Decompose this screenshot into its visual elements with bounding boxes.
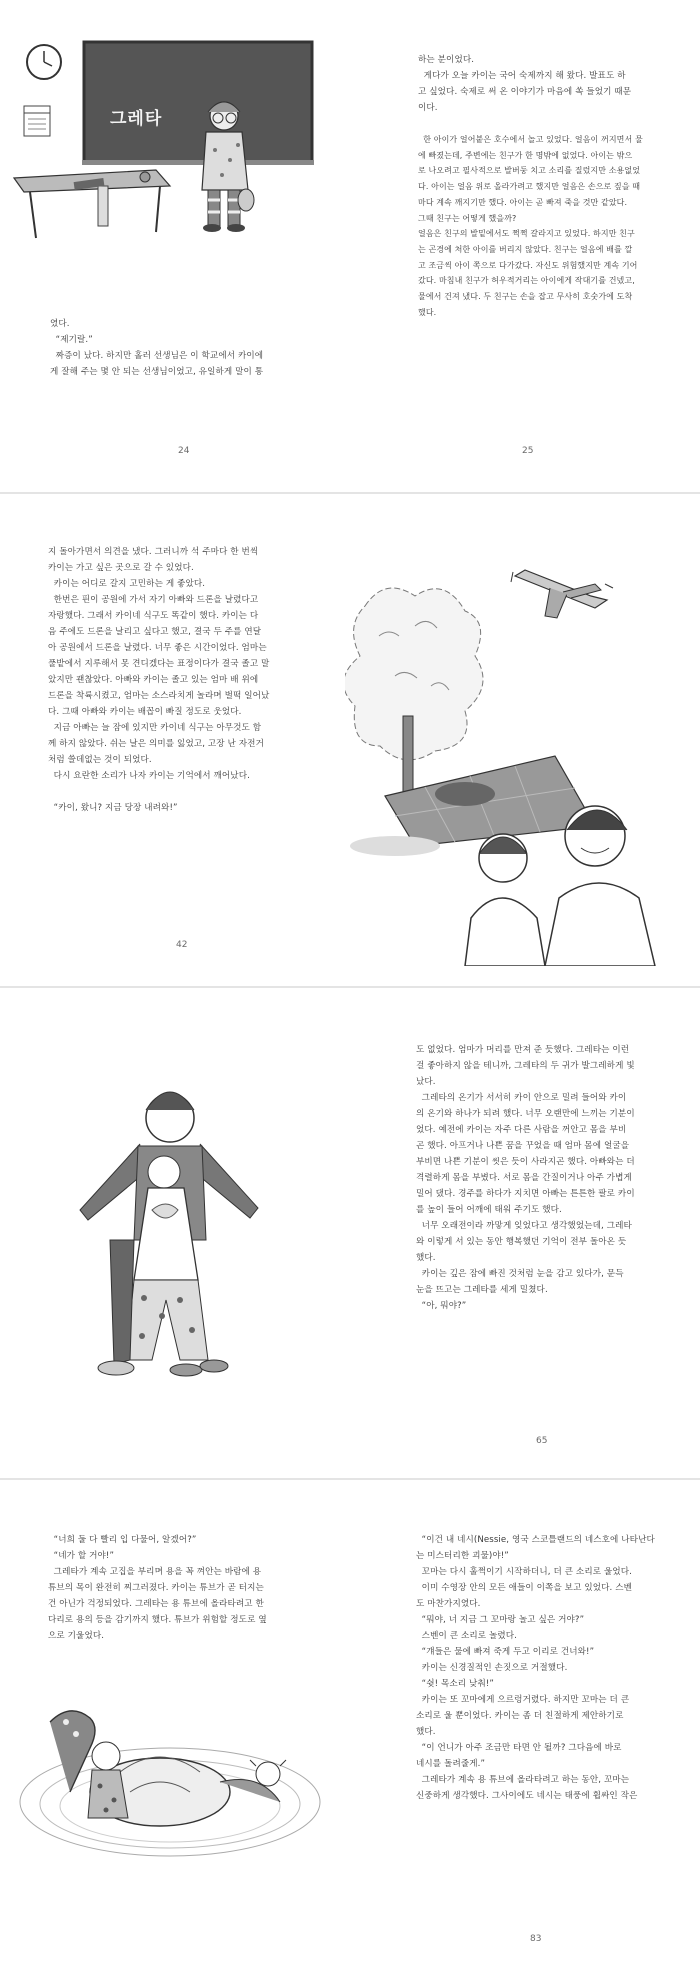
paragraph: “이건 내 네시(Nessie, 영국 스코틀랜드의 네스호에 나타난다 — [416, 1535, 655, 1545]
paragraph: 으로 기울었다. — [48, 1631, 105, 1641]
paragraph — [418, 116, 690, 132]
picnic-blanket — [350, 756, 595, 856]
kai-and-greta-hugging — [80, 1092, 258, 1376]
paragraph: 와 이렇게 서 있는 동안 행복했던 기억이 전부 돌아온 듯 — [416, 1237, 627, 1247]
park-drone-illustration — [345, 526, 700, 966]
paragraph: “너희 둘 다 빨리 입 다물어, 알겠어?” — [48, 1535, 197, 1545]
paragraph: 지 돌아가면서 의견을 냈다. 그러니까 석 주마다 한 번씩 — [48, 547, 259, 557]
paragraph: 눈을 뜨고는 그레타를 세게 밀쳤다. — [416, 1285, 548, 1295]
paragraph: 너무 오래전이라 까맣게 잊었다고 생각했었는데, 그레타 — [416, 1221, 632, 1231]
paragraph: 풀밭에서 지루해서 못 견디겠다는 표정이다가 결국 졸고 말 — [48, 659, 270, 669]
paragraph: 고 싶었다. 숙제로 써 온 이야기가 마음에 쏙 들었기 때문 — [418, 87, 632, 97]
classroom-illustration — [0, 0, 340, 240]
greta-on-float — [88, 1742, 128, 1818]
pool-float-illustration — [10, 1682, 330, 1882]
paragraph: 걸 좋아하지 않을 테니까, 그레타의 두 귀가 발그레하게 빛 — [416, 1061, 635, 1071]
page-25-text — [418, 52, 690, 320]
page-83-text — [416, 1532, 696, 1804]
story-excerpt — [418, 132, 690, 320]
spread-divider — [0, 1478, 700, 1480]
paragraph: 곤 했다. 아프거나 나쁜 꿈을 꾸었을 때 엄마 몸에 얼굴을 — [416, 1141, 630, 1151]
excerpt-line: 고 조금씩 아이 쪽으로 다가갔다. 자신도 위험했지만 계속 기어 — [418, 260, 638, 270]
paragraph: 의 온기와 하나가 되려 했다. 너무 오랜만에 느끼는 기분이 — [416, 1109, 635, 1119]
paragraph: 카이는 또 꼬마에게 으르렁거렸다. 하지만 꼬마는 더 큰 — [416, 1695, 630, 1705]
paragraph — [48, 784, 333, 800]
paragraph: 한번은 핀이 공원에 가서 자기 아빠와 드론을 날렸다고 — [48, 595, 259, 605]
paragraph: 그레타가 계속 고집을 부리며 용을 꼭 껴안는 바람에 용 — [48, 1567, 262, 1577]
spread-page-83 — [0, 1482, 700, 1979]
excerpt-line: 로 나오려고 필사적으로 발버둥 치고 소리를 질렀지만 소용없었 — [418, 166, 641, 176]
paragraph: 그레타의 온기가 서서히 카이 안으로 밀려 들어와 카이 — [416, 1093, 627, 1103]
page-42-text — [48, 544, 333, 816]
paragraph: 밀어 댔다. 경주를 하다가 지치면 아빠는 튼튼한 팔로 카이 — [416, 1189, 635, 1199]
spread-pages-24-25 — [0, 0, 700, 490]
dragon-float — [50, 1711, 286, 1826]
paragraph: “제기랄.” — [50, 335, 93, 345]
teacher-desk — [14, 170, 170, 238]
excerpt-line: 마다 계속 깨지기만 했다. 아이는 곧 빠져 죽을 것만 같았다. — [418, 197, 628, 207]
paragraph: 건 아닌가 걱정되었다. 그레타는 용 튜브에 올라타려고 한 — [48, 1599, 264, 1609]
paragraph: “카이, 왔니? 지금 당장 내려와!” — [48, 803, 178, 813]
paragraph: 카이는 신경질적인 손짓으로 거절했다. — [416, 1663, 568, 1673]
excerpt-line: 갔다. 마침내 친구가 허우적거리는 아이에게 작대기를 건넸고, — [418, 276, 635, 286]
spread-page-42 — [0, 496, 700, 984]
calendar-icon — [24, 106, 50, 136]
spread-divider — [0, 986, 700, 988]
paragraph: 카이는 어디로 갈지 고민하는 게 좋았다. — [48, 579, 206, 589]
paragraph: 다리로 용의 등을 감기까지 했다. 튜브가 위험할 정도로 옆 — [48, 1615, 267, 1625]
paragraph: 았지만 괜찮았다. 아빠와 카이는 졸고 있는 엄마 배 위에 — [48, 675, 259, 685]
paragraph: 했다. — [416, 1727, 436, 1737]
excerpt-line: 는 곤경에 처한 아이를 버리지 않았다. 친구는 얼음에 배를 깔 — [418, 244, 633, 254]
paragraph: “이 언니가 아주 조금만 타면 안 될까? 그다음에 바로 — [416, 1743, 622, 1753]
page-65-text — [416, 1042, 692, 1314]
page-number: 24 — [178, 446, 190, 456]
chalkboard — [84, 42, 312, 162]
paragraph: 다. 그때 아빠와 카이는 배꼽이 빠질 정도로 웃었다. — [48, 707, 242, 717]
paragraph: 네시를 돌려줄게.” — [416, 1759, 486, 1769]
paragraph: 는 미스터리한 괴물)야!” — [416, 1551, 509, 1561]
paragraph: 신중하게 생각했다. 그사이에도 네시는 태풍에 휩싸인 작은 — [416, 1791, 638, 1801]
paragraph: 지금 아빠는 늘 잠에 있지만 카이네 식구는 아무것도 함 — [48, 723, 262, 733]
excerpt-line: 에 빠졌는데, 주변에는 친구가 한 명밖에 없었다. 아이는 밖으 — [418, 150, 633, 160]
chalkboard-text: 그레타 — [110, 109, 163, 129]
paragraph: 음 주에도 드론을 날리고 싶다고 했고, 결국 두 주를 연달 — [48, 627, 262, 637]
paragraph: 튜브의 목이 완전히 찌그러졌다. 카이는 튜브가 곧 터지는 — [48, 1583, 264, 1593]
paragraph: 났다. — [416, 1077, 436, 1087]
paragraph: 카이는 가고 싶은 곳으로 갈 수 있었다. — [48, 563, 194, 573]
page-number: 25 — [522, 446, 534, 456]
paragraph: 었다. 예전에 카이는 자주 다른 사람을 꺼안고 몸을 부비 — [416, 1125, 627, 1135]
paragraph: 아 공원에서 드론을 날렸다. 너무 좋은 시간이었다. 엄마는 — [48, 643, 267, 653]
page-24-text — [50, 316, 320, 380]
paragraph: 다시 요란한 소리가 나자 카이는 기억에서 깨어났다. — [48, 771, 250, 781]
excerpt-line: 물에서 건져 냈다. 두 친구는 손을 잡고 무사히 호숫가에 도착 — [418, 292, 633, 302]
paragraph: 처럼 쓸데없는 것이 되었다. — [48, 755, 152, 765]
paragraph: 격렬하게 몸을 부볐다. 서로 몸을 간질이거나 아주 가볍게 — [416, 1173, 632, 1183]
paragraph: 부비면 나쁜 기분이 씻은 듯이 사라지곤 했다. 아빠와는 더 — [416, 1157, 635, 1167]
paragraph: 소리로 울 뿐이었다. 카이는 좀 더 친절하게 제안하기로 — [416, 1711, 624, 1721]
paragraph: 드론을 착륙시켰고, 엄마는 소스라치게 놀라며 벌떡 일어났 — [48, 691, 270, 701]
page-number: 42 — [176, 940, 188, 950]
paragraph: 를 높이 들어 어깨에 태워 주기도 했다. — [416, 1205, 562, 1215]
paragraph: “아, 뭐야?” — [416, 1301, 467, 1311]
paragraph: “네가 할 거야!” — [48, 1551, 114, 1561]
spread-page-65 — [0, 990, 700, 1476]
paragraph: 도 없었다. 엄마가 머리를 만져 준 듯했다. 그레타는 이런 — [416, 1045, 630, 1055]
page-82-text — [48, 1532, 338, 1644]
paragraph: 하는 분이었다. — [418, 55, 475, 65]
paragraph: “쉿! 목소리 낮춰!” — [416, 1679, 494, 1689]
page-number: 83 — [530, 1934, 542, 1944]
paragraph: 게 잘해 주는 몇 안 되는 선생님이었고, 유일하게 말이 통 — [50, 367, 264, 377]
paragraph: 이다. — [418, 103, 438, 113]
paragraph: “걔들은 물에 빠져 죽게 두고 이리로 건너와!” — [416, 1647, 595, 1657]
paragraph: 그레타가 계속 용 튜브에 올라타려고 하는 동안, 꼬마는 — [416, 1775, 630, 1785]
spread-divider — [0, 492, 700, 494]
paragraph: 스벤이 큰 소리로 놀렸다. — [416, 1631, 518, 1641]
clock-icon — [27, 45, 61, 79]
paragraph: 했다. — [416, 1253, 436, 1263]
excerpt-line: 한 아이가 얼어붙은 호수에서 놀고 있었다. 얼음이 꺼지면서 물 — [418, 135, 643, 144]
excerpt-line: 했다. — [418, 307, 437, 317]
page-number: 65 — [536, 1436, 548, 1446]
excerpt-line: 그때 친구는 어떻게 했을까? — [418, 213, 517, 223]
excerpt-line: 얼음은 친구의 발밑에서도 쩍쩍 갈라지고 있었다. 하지만 친구 — [418, 229, 635, 239]
paragraph: 이미 수영장 안의 모든 애들이 이쪽을 보고 있었다. 스벤 — [416, 1583, 632, 1593]
excerpt-line: 다. 아이는 얼음 위로 올라가려고 했지만 얼음은 손으로 짚을 때 — [418, 182, 641, 192]
paragraph: 자랑했다. 그래서 카이네 식구도 똑같이 했다. 카이는 다 — [48, 611, 259, 621]
paragraph: 짜증이 났다. 하지만 홀러 선생님은 이 학교에서 카이에 — [50, 351, 264, 361]
paragraph: 께 하지 않았다. 쉬는 날은 의미를 잃었고, 고장 난 자전거 — [48, 739, 264, 749]
paragraph: 꼬마는 다시 훌쩍이기 시작하더니, 더 큰 소리로 울었다. — [416, 1567, 632, 1577]
paragraph: 카이는 깊은 잠에 빠진 것처럼 눈을 감고 있다가, 문득 — [416, 1269, 624, 1279]
paragraph: 게다가 오늘 카이는 국어 숙제까지 해 왔다. 발표도 하 — [418, 71, 626, 81]
paragraph: “뭐야, 너 지금 그 꼬마랑 놀고 싶은 거야?” — [416, 1615, 585, 1625]
hug-illustration — [30, 1060, 320, 1400]
drone-icon — [511, 570, 613, 618]
paragraph: 였다. — [50, 319, 70, 329]
paragraph: 도 마찬가지였다. — [416, 1599, 481, 1609]
